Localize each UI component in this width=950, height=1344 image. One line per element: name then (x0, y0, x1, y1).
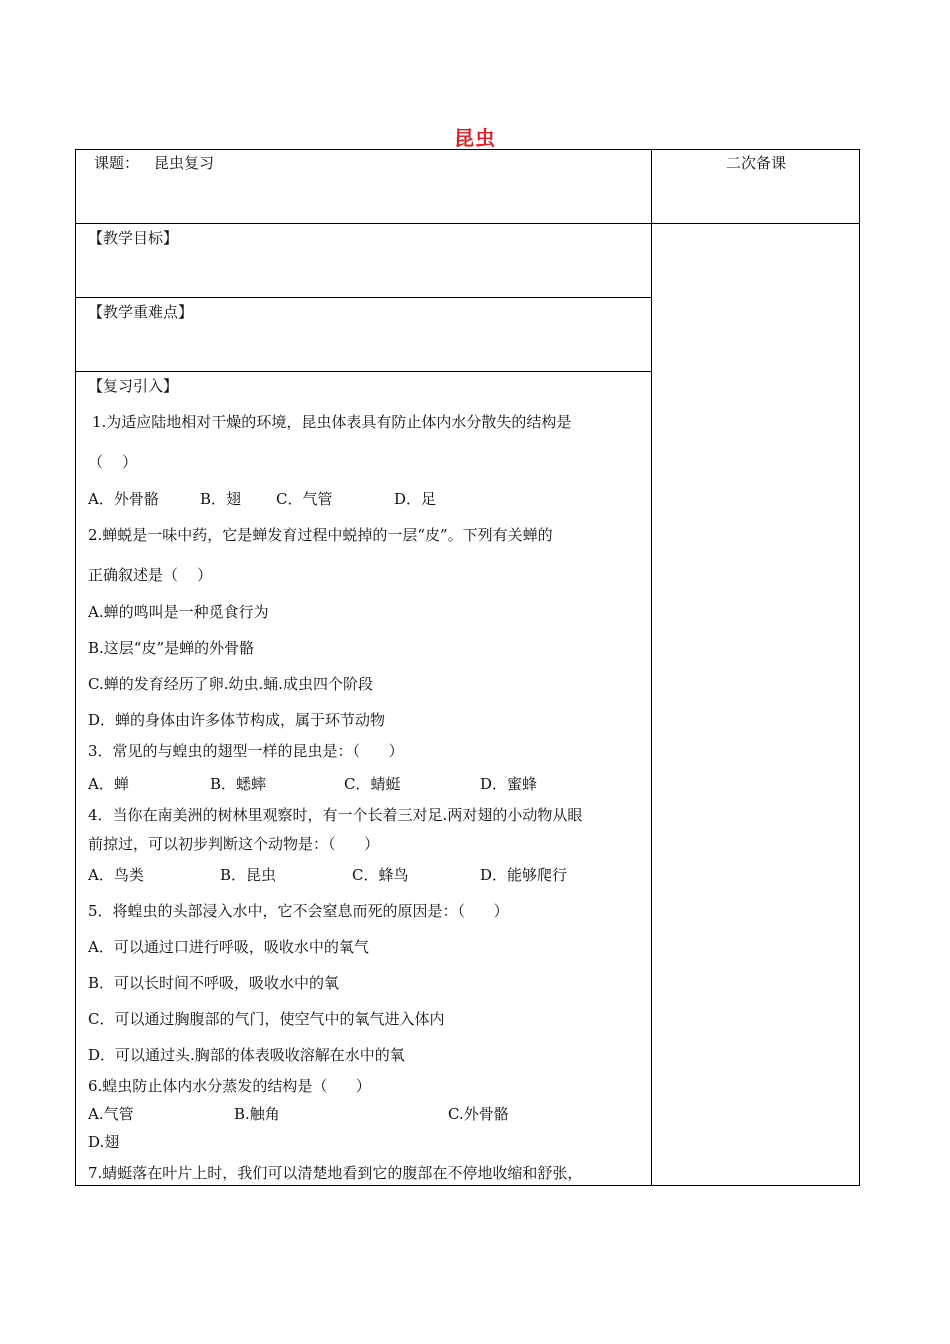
page-title: 昆虫 (454, 126, 496, 150)
q3-option-b: B．蟋蟀 (210, 775, 267, 793)
q3-line1: 3．常见的与蝗虫的翅型一样的昆虫是：（ ） (88, 742, 404, 760)
section-review: 【复习引入】 (88, 377, 179, 395)
q6-option-b: B.触角 (234, 1105, 280, 1123)
q2-line1: 2.蝉蜕是一味中药，它是蝉发育过程中蜕掉的一层“皮”。下列有关蝉的 (88, 526, 553, 544)
q2-option-d: D．蝉的身体由许多体节构成，属于环节动物 (88, 711, 386, 729)
q4-option-d: D．能够爬行 (480, 866, 568, 884)
q1-option-c: C．气管 (276, 490, 333, 508)
q4-line2: 前掠过，可以初步判断这个动物是：（ ） (88, 835, 380, 853)
q6-option-c: C.外骨骼 (448, 1105, 509, 1123)
q1-line1: 1.为适应陆地相对干燥的环境，昆虫体表具有防止体内水分散失的结构是 (92, 413, 572, 431)
row-divider (76, 371, 651, 372)
q3-option-d: D．蜜蜂 (480, 775, 538, 793)
q6-line1: 6.蝗虫防止体内水分蒸发的结构是（ ） (88, 1077, 371, 1095)
q5-option-d: D．可以通过头.胸部的体表吸收溶解在水中的氧 (88, 1046, 405, 1064)
q1-option-b: B．翅 (200, 490, 242, 508)
q2-line2: 正确叙述是（ ） (88, 566, 213, 584)
q1-line2: （ ） (88, 453, 138, 471)
topic-value: 昆虫复习 (154, 154, 215, 172)
q2-option-b: B.这层“皮”是蝉的外骨骼 (88, 639, 255, 657)
row-divider (76, 297, 651, 298)
q5-line1: 5．将蝗虫的头部浸入水中，它不会窒息而死的原因是：（ ） (88, 902, 509, 920)
q6-option-a: A.气管 (88, 1105, 134, 1123)
q4-option-c: C．蜂鸟 (352, 866, 409, 884)
q6-option-d: D.翅 (88, 1133, 120, 1151)
row-divider (76, 223, 860, 224)
section-goals: 【教学目标】 (88, 229, 179, 247)
topic-label: 课题： (94, 154, 140, 172)
q5-option-c: C．可以通过胸腹部的气门，使空气中的氧气进入体内 (88, 1010, 445, 1028)
q4-line1: 4．当你在南美洲的树林里观察时，有一个长着三对足.两对翅的小动物从眼 (88, 806, 583, 824)
q2-option-a: A.蝉的鸣叫是一种觅食行为 (88, 603, 269, 621)
q1-option-a: A．外骨骼 (88, 490, 159, 508)
q3-option-c: C．蜻蜓 (344, 775, 401, 793)
q3-option-a: A．蝉 (88, 775, 129, 793)
q1-option-d: D．足 (394, 490, 437, 508)
column-divider (651, 150, 652, 1185)
side-header: 二次备课 (725, 154, 786, 172)
q4-option-b: B．昆虫 (220, 866, 277, 884)
q7-line1: 7.蜻蜓落在叶片上时，我们可以清楚地看到它的腹部在不停地收缩和舒张， (88, 1164, 583, 1182)
section-keypoints: 【教学重难点】 (88, 303, 194, 321)
q5-option-a: A．可以通过口进行呼吸，吸收水中的氧气 (88, 938, 369, 956)
q5-option-b: B．可以长时间不呼吸，吸收水中的氧 (88, 974, 340, 992)
q4-option-a: A．鸟类 (88, 866, 144, 884)
lesson-table (75, 149, 860, 1186)
q2-option-c: C.蝉的发育经历了卵.幼虫.蛹.成虫四个阶段 (88, 675, 374, 693)
